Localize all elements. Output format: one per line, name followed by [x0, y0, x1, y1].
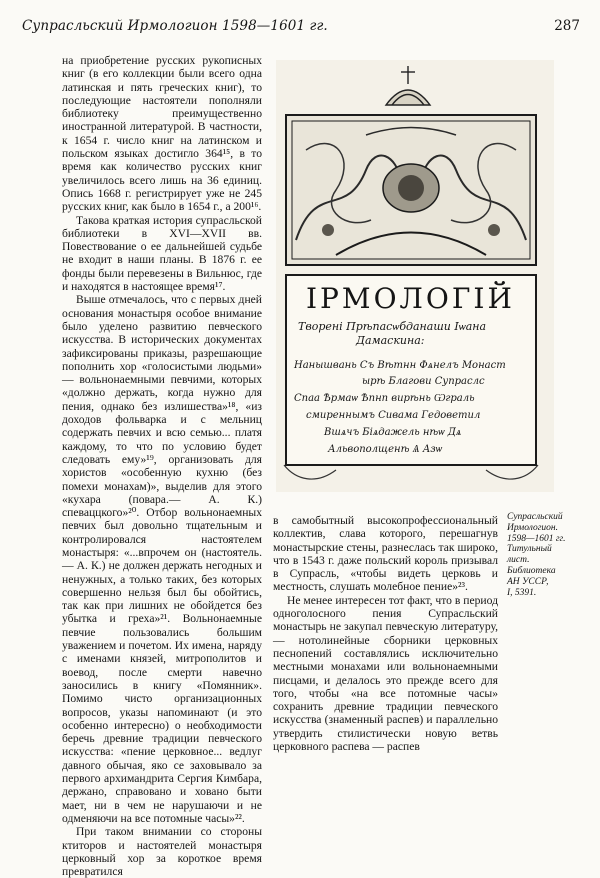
caption-line: Ирмологион. [507, 522, 559, 533]
caption-line: 1598—1601 гг. [507, 533, 566, 544]
running-header [22, 18, 580, 36]
manuscript-line: Творені Прѣпасѡбданаши Іѡана [298, 320, 487, 333]
caption-line: Титульный [507, 544, 552, 555]
page-number: 287 [554, 18, 580, 34]
running-title: Супрасльский Ирмологион 1598—1601 гг. [22, 18, 328, 34]
left-column [62, 54, 262, 878]
figure-caption [507, 512, 593, 598]
manuscript-line: Дамаскина: [356, 334, 425, 347]
paragraph: на приобретение русских рукописных книг (в его коллекции были всего одна латинская и пять греческих книг), то последующие настоятели пополняли библиотеку преимущественно иностранной литературой. В частности, к 1654 г. число книг на латинском и польском языках достигло 364¹⁵, в то время как количество русских книг увеличилось всего лишь на 36 единиц. Опись 1668 г. регистрирует уже не 245 русских книг, как было в 1654 г., а 200¹⁶. [62, 54, 262, 214]
caption-line: АН УССР, [507, 576, 549, 587]
ornamental-headpiece [286, 115, 536, 265]
paragraph: Такова краткая история супрасльской библиотеки в XVI—XVII вв. Повествование о ее дальнейшей судьбе не входит в наши планы. В 1876 г. ее фонды были перевезены в Вильнюс, где и находятся в настоящее время¹⁷. [62, 213, 262, 294]
manuscript-line: ырѣ Благови Супраслс [362, 376, 485, 387]
manuscript-line: Вшѧчъ Біѧдажель нѣѡ Дѧ [324, 427, 462, 438]
caption-line: I, 5391. [507, 587, 537, 598]
middle-column [273, 514, 498, 753]
paragraph: в самобытный высокопрофессиональный коллектив, слава которого, перешагнув монастырские стены, разнеслась так широко, что в 1543 г. даже польский король призывал в Супрасль, «чтобы видеть церковь и местность, слушать молебное пение»²³. [273, 514, 498, 594]
paragraph: Выше отмечалось, что с первых дней основания монастыря особое внимание было уделено развитию певческого искусства. В исторических документах зафиксированы приказы, разрешающие пополнить хор «голосистыми людьми» — вольнонаемными певчими, которых «должно держать, когда нужно для пения, однако без излишества»¹⁸, «из доходов фольварка и с мельниц содержать певчих и всю семью... платя каждому, то что по условию будет следовать ему»¹⁹, организовать для хористов «особенную кухню (без помехи монахам)», выделив для этого «кухара (повара.— А. К.) спеваццкого»²⁰. Отбор вольнонаемных певчих был довольно тщательным и контролировался настоятелем монастыря: «...впрочем он (настоятель.— А. К.) не должен держать негодных и ненужных, а только таких, без которых совершенно нельзя был бы обойтись, так как при лишних не обойдется без убытка и греха»²¹. Вольнонаемные певчие пользовались большим уважением и почетом. Их имена, наряду с именами князей, митрополитов и воевод, после смерти навечно заносились в книгу «Помянник». Помимо чисто организационных вопросов, указы напоминают (и это особенно интересно) о необходимости беречь древние традиции певческого искусства: «пение церковное... ведлуг давного обычая, яко се заховывало за первого архимандрита Сергия Кимбара, держано, справовано и ховано быти мает, ни в чем не нарушаючи и не одменяючи на все потомные часы»²². [62, 293, 262, 825]
caption-line: Библиотека [507, 565, 556, 576]
manuscript-line: Спаа Ѣрмаѡ Ѣпнп вирѣнь Ѡграль [294, 393, 475, 404]
title-page-figure [276, 60, 554, 492]
manuscript-line: Нанышвань Съ Вѣтнн Фѧнелъ Монаст [294, 360, 506, 371]
manuscript-line: Альвополщенѣ Ѧ Азѡ [328, 444, 443, 455]
caption-line: лист. [507, 555, 530, 566]
caption-line: Супрасльский [507, 512, 563, 522]
paragraph: Не менее интересен тот факт, что в период одноголосного пения Супрасльский монастырь не закупал певческую литературу,— нотолинейные сборники церковных песнопений составлялись исключительно местными монахами или вольнонаемными писцами, и делалось это прежде всего для того, чтобы «на все потомные часы» сохранить древние традиции певческого искусства (знаменный распев) и параллельно утвердить стилистически новую ветвь церковного распева — распев [273, 593, 498, 754]
paragraph: При таком внимании со стороны ктиторов и настоятелей монастыря церковный хор за короткое время превратился [62, 825, 262, 878]
manuscript-line: смиреннымъ Сивама Гедоветил [306, 410, 481, 421]
manuscript-title: ІРМОЛОГІЙ [306, 282, 515, 315]
